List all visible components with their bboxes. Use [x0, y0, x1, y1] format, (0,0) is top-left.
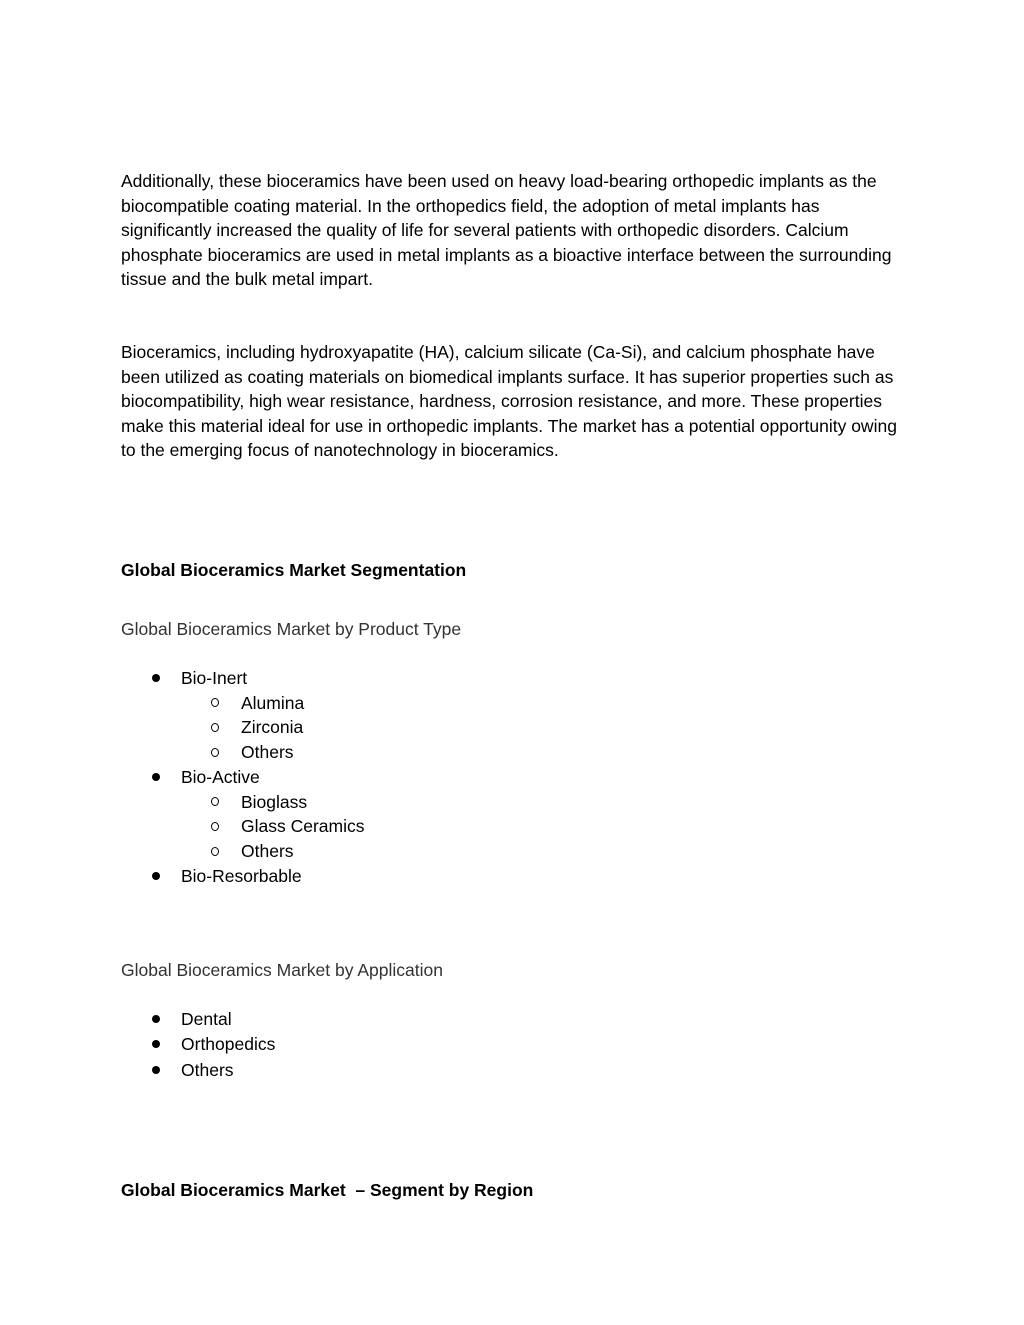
list-item: Others [181, 1060, 234, 1080]
region-heading: Global Bioceramics Market – Segment by Region [121, 1180, 534, 1200]
sub-list-item: Others [241, 742, 294, 762]
sub-list-item: Alumina [241, 693, 305, 713]
application-heading: Global Bioceramics Market by Application [121, 960, 443, 980]
circle-bullet-icon [211, 748, 219, 757]
paragraph-bioceramics-properties: Bioceramics, including hydroxyapatite (HA), calcium silicate (Ca-Si), and calcium phosphate have been utilized as coating materials on biomedical implants surface. It has superior properties such as biocompatibility, high wear resistance, hardness, corrosion resistance, and more. These properties make this material ideal for use in orthopedic implants. The market has a potential opportunity owing to the emerging focus of nanotechnology in bioceramics. [121, 342, 897, 461]
bullet-icon [152, 1066, 160, 1074]
sub-list-item: Glass Ceramics [241, 816, 365, 836]
list-item: Orthopedics [181, 1034, 276, 1054]
bullet-icon [152, 674, 160, 682]
bullet-icon [152, 773, 160, 781]
bullet-icon [152, 872, 160, 880]
sub-list-item: Zirconia [241, 717, 304, 737]
list-item: Bio-Active [181, 767, 260, 787]
product-type-heading: Global Bioceramics Market by Product Type [121, 619, 462, 639]
circle-bullet-icon [211, 797, 219, 806]
circle-bullet-icon [211, 698, 219, 707]
circle-bullet-icon [211, 723, 219, 732]
bullet-icon [152, 1040, 160, 1048]
bullet-icon [152, 1015, 160, 1023]
list-item: Bio-Inert [181, 668, 248, 688]
list-item: Bio-Resorbable [181, 866, 302, 886]
circle-bullet-icon [211, 847, 219, 856]
circle-bullet-icon [211, 822, 219, 831]
paragraph-coating-implants: Additionally, these bioceramics have been used on heavy load-bearing orthopedic implants as the biocompatible coating material. In the orthopedics field, the adoption of metal implants has significantly increased the quality of life for several patients with orthopedic disorders. Calcium phosphate bioceramics are used in metal implants as a bioactive interface between the surrounding tissue and the bulk metal impart. [121, 171, 892, 290]
segmentation-heading: Global Bioceramics Market Segmentation [121, 560, 467, 580]
list-item: Dental [181, 1009, 232, 1029]
sub-list-item: Bioglass [241, 792, 308, 812]
sub-list-item: Others [241, 841, 294, 861]
